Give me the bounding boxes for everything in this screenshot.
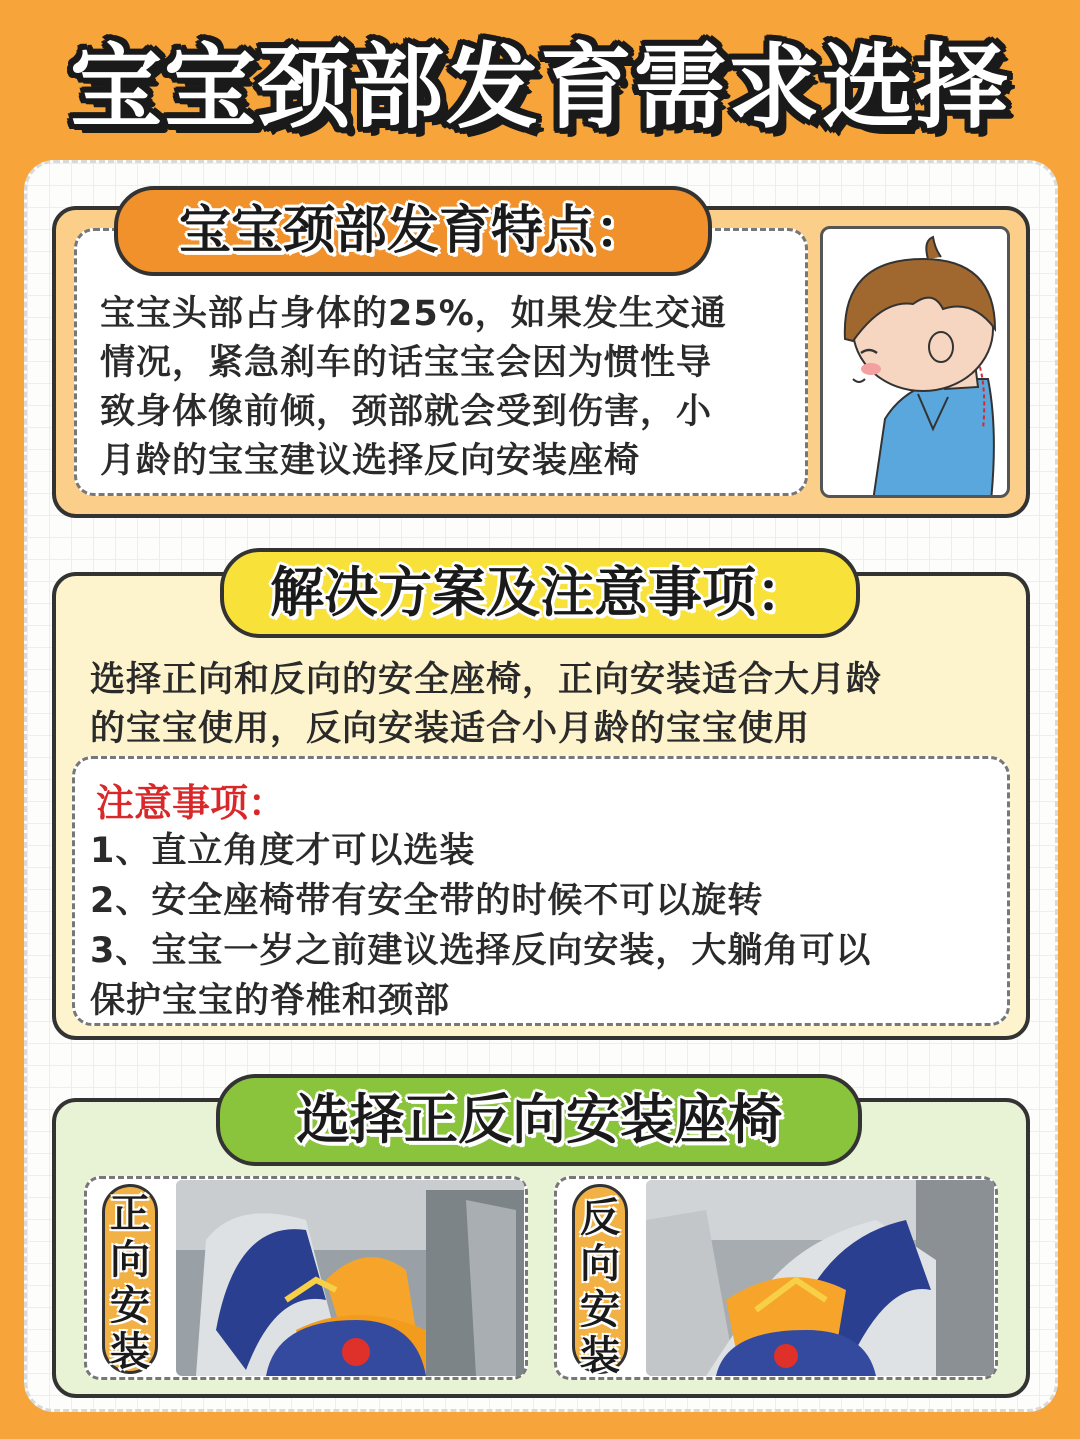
neck-features-text: 宝宝头部占身体的25%，如果发生交通 情况，紧急刹车的话宝宝会因为惯性导 致身体像前倾，颈部就会受到伤害，小 月龄的宝宝建议选择反向安装座椅	[100, 294, 727, 481]
list-item: 2、安全座椅带有安全带的时候不可以旋转	[90, 881, 764, 921]
page-title: 宝宝颈部发育需求选择	[69, 34, 1010, 141]
seat-choice-heading: 选择正反向安装座椅	[216, 1074, 862, 1166]
neck-features-heading: 宝宝颈部发育特点：	[114, 186, 712, 276]
list-item: 3、宝宝一岁之前建议选择反向安装，大躺角可以	[90, 931, 872, 971]
baby-neck-illustration	[820, 226, 1010, 498]
option-label-text: 反 向 安 装	[580, 1195, 620, 1379]
option-label-text: 正 向 安 装	[110, 1191, 150, 1375]
forward-facing-car-seat-photo	[176, 1180, 524, 1376]
list-item: 保护宝宝的脊椎和颈部	[90, 981, 451, 1021]
list-item: 1、直立角度才可以选装	[90, 831, 476, 871]
solutions-text: 选择正向和反向的安全座椅，正向安装适合大月龄 的宝宝使用，反向安装适合小月龄的宝宝使用	[90, 660, 883, 749]
notes-title: 注意事项：	[96, 781, 287, 825]
notes-list	[90, 826, 990, 1026]
solutions-heading: 解决方案及注意事项：	[220, 548, 860, 638]
forward-label	[102, 1184, 158, 1374]
rear-label	[572, 1184, 628, 1379]
rear-facing-car-seat-photo	[646, 1180, 994, 1376]
